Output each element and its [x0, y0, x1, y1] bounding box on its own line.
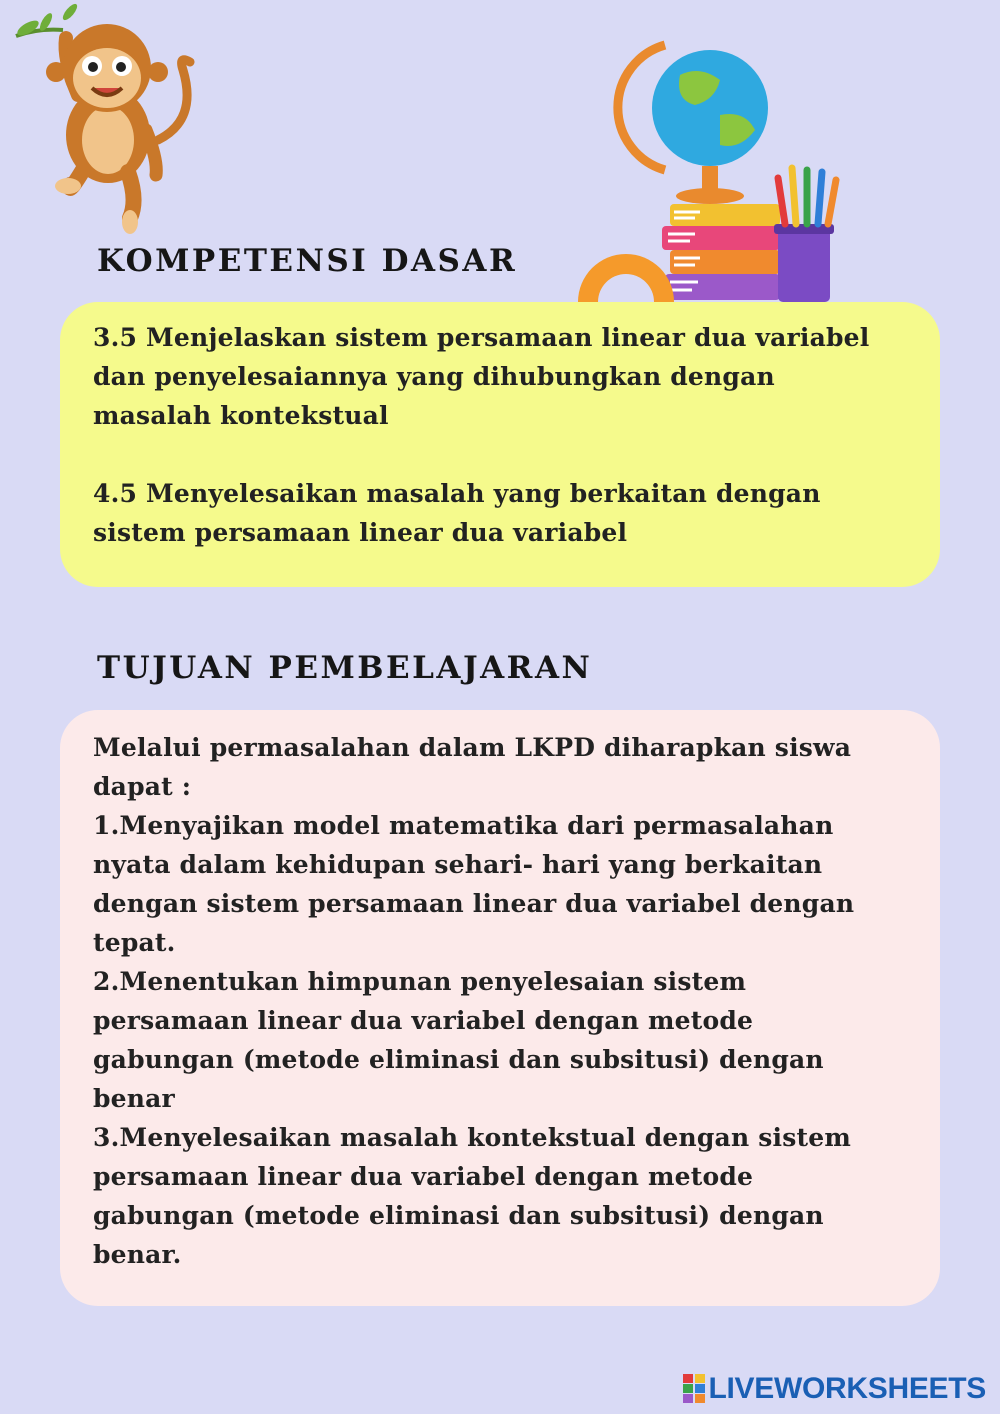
- tp-line: persamaan linear dua variabel dengan metode: [93, 1162, 754, 1191]
- kd-line: masalah kontekstual: [93, 401, 389, 430]
- tujuan-pembelajaran-heading: TUJUAN PEMBELAJARAN: [97, 650, 593, 686]
- liveworksheets-logo-icon: [683, 1374, 705, 1404]
- kd-line: 3.5 Menjelaskan sistem persamaan linear dua variabel: [93, 323, 870, 352]
- tp-line: 2.Menentukan himpunan penyelesaian sistem: [93, 967, 747, 996]
- kd-item-3-5: [93, 318, 916, 435]
- tp-line: gabungan (metode eliminasi dan subsitusi) dengan: [93, 1045, 824, 1074]
- tp-line: benar.: [93, 1240, 182, 1269]
- kompetensi-dasar-box: [60, 302, 940, 587]
- tp-line: gabungan (metode eliminasi dan subsitusi) dengan: [93, 1201, 824, 1230]
- kd-line: 4.5 Menyelesaikan masalah yang berkaitan dengan: [93, 479, 821, 508]
- kd-item-4-5: [93, 474, 916, 552]
- globe-books-pencils-illustration: [570, 20, 860, 305]
- tujuan-text: [93, 728, 916, 1274]
- tp-line: nyata dalam kehidupan sehari- hari yang berkaitan: [93, 850, 823, 879]
- monkey-illustration: [8, 0, 198, 235]
- liveworksheets-brand[interactable]: [683, 1372, 987, 1406]
- tp-line: Melalui permasalahan dalam LKPD diharapkan siswa: [93, 733, 852, 762]
- tp-line: 1.Menyajikan model matematika dari permasalahan: [93, 811, 834, 840]
- tp-line: dengan sistem persamaan linear dua variabel dengan: [93, 889, 855, 918]
- kompetensi-dasar-heading: KOMPETENSI DASAR: [97, 243, 518, 279]
- tp-line: 3.Menyelesaikan masalah kontekstual dengan sistem: [93, 1123, 851, 1152]
- tp-line: tepat.: [93, 928, 176, 957]
- tp-line: benar: [93, 1084, 175, 1113]
- kd-line: dan penyelesaiannya yang dihubungkan dengan: [93, 362, 775, 391]
- kd-line: sistem persamaan linear dua variabel: [93, 518, 628, 547]
- tp-line: persamaan linear dua variabel dengan metode: [93, 1006, 754, 1035]
- tujuan-pembelajaran-box: [60, 710, 940, 1306]
- tp-line: dapat :: [93, 772, 192, 801]
- liveworksheets-brand-text: LIVEWORKSHEETS: [708, 1372, 986, 1405]
